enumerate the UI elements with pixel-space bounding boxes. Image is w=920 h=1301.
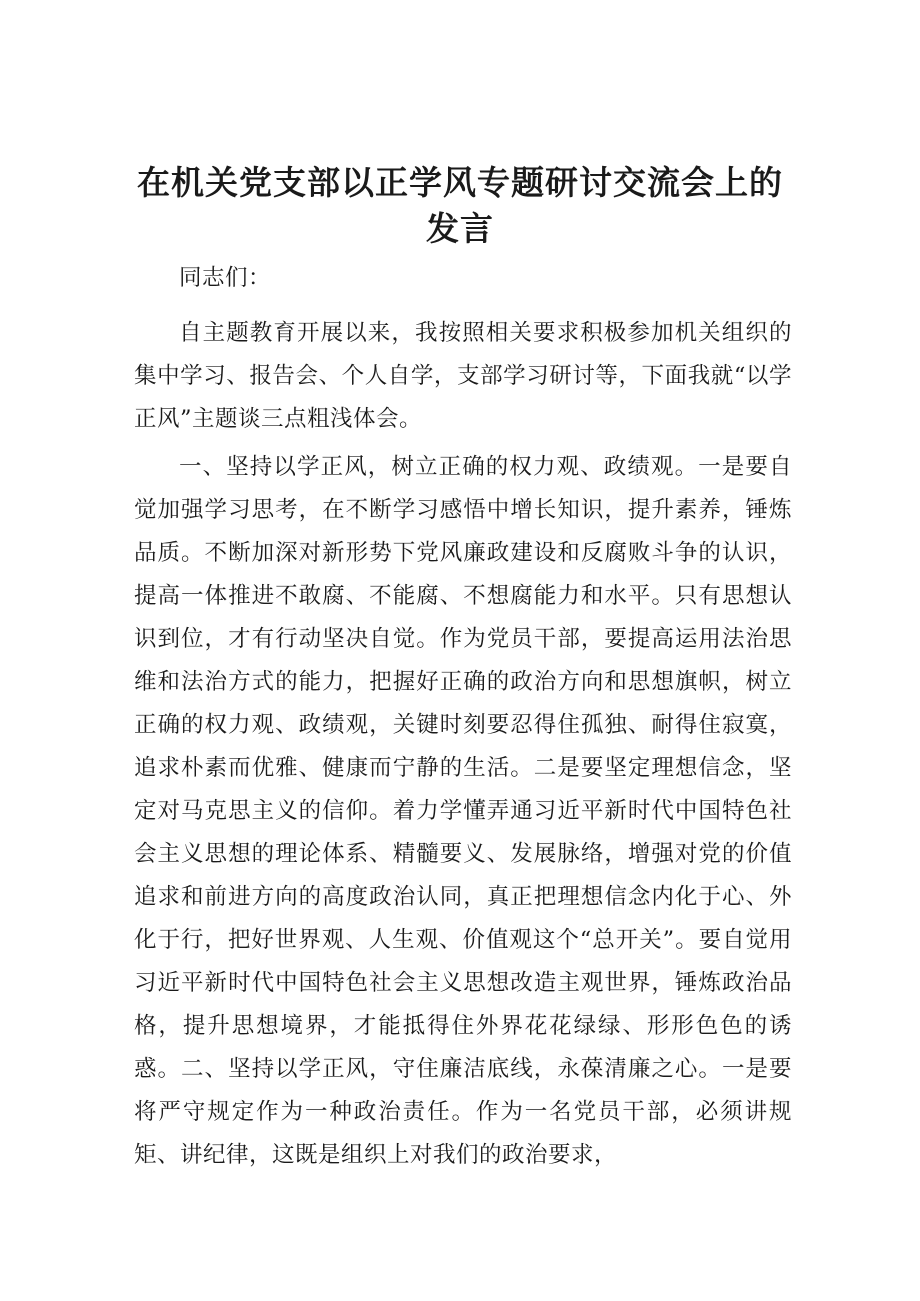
document-title: 在机关党支部以正学风专题研讨交流会上的发言 bbox=[137, 163, 783, 248]
paragraph-main: 一、坚持以学正风，树立正确的权力观、政绩观。一是要自觉加强学习思考，在不断学习感悟中增长知识，提升素养，锤炼品质。不断加深对新形势下党风廉政建设和反腐败斗争的认识，提高一体推进不敢腐、不能腐、不想腐能力和水平。只有思想认识到位，才有行动坚决自觉。作为党员干部，要提高运用法治思维和法治方式的能力，把握好正确的政治方向和思想旗帜，树立正确的权力观、政绩观，关键时刻要忍得住孤独、耐得住寂寞，追求朴素而优雅、健康而宁静的生活。二是要坚定理想信念，坚定对马克思主义的信仰。着力学懂弄通习近平新时代中国特色社会主义思想的理论体系、精髓要义、发展脉络，增强对党的价值追求和前进方向的高度政治认同，真正把理想信念内化于心、外化于行，把好世界观、人生观、价值观这个“总开关”。要自觉用习近平新时代中国特色社会主义思想改造主观世界，锤炼政治品格，提升思想境界，才能抵得住外界花花绿绿、形形色色的诱惑。二、坚持以学正风，守住廉洁底线，永葆清廉之心。一是要将严守规定作为一种政治责任。作为一名党员干部，必须讲规矩、讲纪律，这既是组织上对我们的政治要求， bbox=[134, 454, 792, 1168]
salutation: 同志们： bbox=[179, 265, 272, 291]
paragraph-intro: 自主题教育开展以来，我按照相关要求积极参加机关组织的集中学习、报告会、个人自学，支部学习研讨等，下面我就“以学正风”主题谈三点粗浅体会。 bbox=[134, 320, 792, 432]
